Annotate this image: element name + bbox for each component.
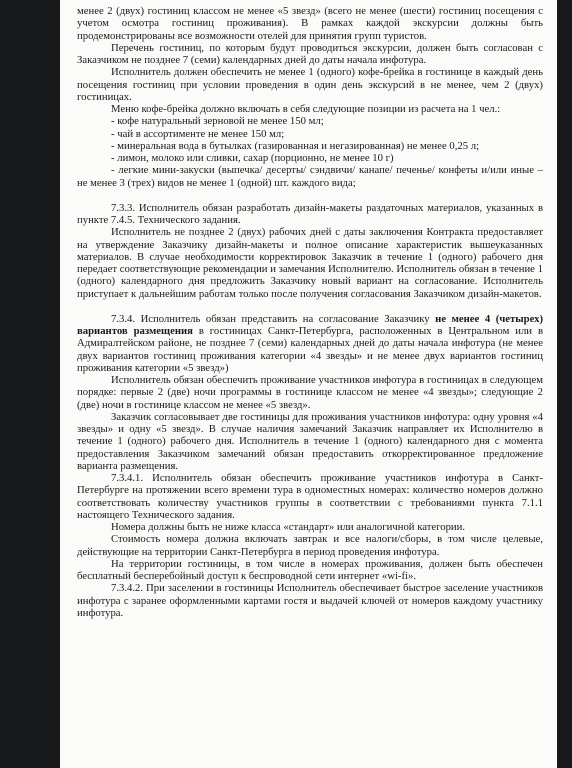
paragraph: Исполнитель не позднее 2 (двух) рабочих дней с даты заключения Контракта предоставляет на утверждение Заказчику дизайн-макеты и полное описание характеристик вышеуказанных материалов. В случае необходимости корректировок Заказчик в течение 1 (одного) рабочего дня передает соответствующие рекомендации и замечания Исполнителю. Исполнитель обязан в течение 1 (одного) календарного дня предложить Заказчику новый вариант на согласование. Исполнитель приступает к дальнейшим работам только после получения согласования Заказчиком дизайн-макетов. (77, 226, 543, 300)
paragraph: Стоимость номера должна включать завтрак и все налоги/сборы, в том числе целевые, действующие на территории Санкт-Петербурга в период проведения инфотура. (77, 533, 543, 558)
clause-7-3-4 (77, 313, 543, 374)
paragraph: Исполнитель должен обеспечить не менее 1 (одного) кофе-брейка в гостинице в каждый день посещения гостиниц при условии проведения в один день экскурсий в не менее, чем 2 (двух) гостиницах. (77, 66, 543, 103)
paragraph: Перечень гостиниц, по которым будут проводиться экскурсии, должен быть согласован с Заказчиком не позднее 7 (семи) календарных дней до даты начала инфотура. (77, 41, 543, 66)
paragraph: менее 2 (двух) гостиниц классом не менее «5 звезд» (всего не менее (шести) гостиниц посещения с учетом осмотра гостиниц проживания). В рамках каждой экскурсии должны быть продемонстрированы все возможности отелей для принятия групп туристов. (77, 5, 543, 42)
bold-emphasis: не менее 4 (четырех) вариантов размещения (77, 312, 544, 337)
clause-7-3-4-1: 7.3.4.1. Исполнитель обязан обеспечить проживание участников инфотура в Санкт-Петербурге на протяжении всего времени тура в одноместных номерах: количество номеров должно соответствовать количеству участников группы в соответствии с требованиями пункта 7.1.1 настоящего Технического задания. (77, 472, 543, 521)
clause-7-3-3: 7.3.3. Исполнитель обязан разработать дизайн-макеты раздаточных материалов, указанных в пункте 7.4.5. Технического задания. (77, 201, 543, 226)
menu-list-item: - кофе натуральный зерновой не менее 150 мл; (111, 115, 324, 128)
paragraph: На территории гостиницы, в том числе в номерах проживания, должен быть обеспечен бесплатный бесперебойный доступ к беспроводной сети интернет «wi-fi». (77, 557, 543, 582)
menu-list-item: - легкие мини-закуски (выпечка/ десерты/ сэндвичи/ канапе/ печенье/ конфеты и/или иные – не менее 3 (трех) видов не менее 1 (одной) шт. каждого вида; (77, 164, 543, 189)
clause-text: в гостиницах Санкт-Петербурга, расположенных в Центральном или в Адмиралтейском районе, не позднее 7 (семи) календарных дней до даты начала инфотура (не менее двух вариантов гостиниц проживания категории «4 звезды» и не менее двух вариантов гостиниц проживания категории «5 звезд») (77, 325, 543, 374)
clause-7-3-4-2: 7.3.4.2. При заселении в гостиницы Исполнитель обеспечивает быстрое заселение участников инфотура с заранее оформленными картами гостя и выдачей ключей от номеров каждому участнику инфотура. (77, 582, 543, 619)
paragraph: Исполнитель обязан обеспечить проживание участников инфотура в гостиницах в следующем порядке: первые 2 (две) ночи программы в гостинице классом не менее «4 звезды»; следующие 2 (две) ночи в гостинице классом не менее «5 звезд». (77, 374, 543, 411)
menu-list-item: - лимон, молоко или сливки, сахар (порционно, не менее 10 г) (111, 152, 394, 164)
paragraph: Заказчик согласовывает две гостиницы для проживания участников инфотура: одну уровня «4 звезды» и одну «5 звезд». В случае наличия замечаний Заказчик направляет их Исполнителю в течение 1 (одного) рабочего дня. Исполнитель в течение 1 (одного) календарного дня с момента предоставления Заказчиком замечаний обязан предоставить откорректированное предложение варианта размещения. (77, 410, 543, 472)
paragraph: Меню кофе-брейка должно включать в себя следующие позиции из расчета на 1 чел.: (111, 103, 501, 115)
document-page (60, 0, 557, 768)
menu-list-item: - чай в ассортименте не менее 150 мл; (111, 127, 285, 140)
document-body (77, 5, 543, 619)
paragraph: Номера должны быть не ниже класса «стандарт» или аналогичной категории. (111, 521, 466, 533)
menu-list-item: - минеральная вода в бутылках (газированная и негазированная) не менее 0,25 л; (111, 139, 480, 152)
clause-text: 7.3.4. Исполнитель обязан представить на согласование Заказчику (111, 312, 436, 325)
